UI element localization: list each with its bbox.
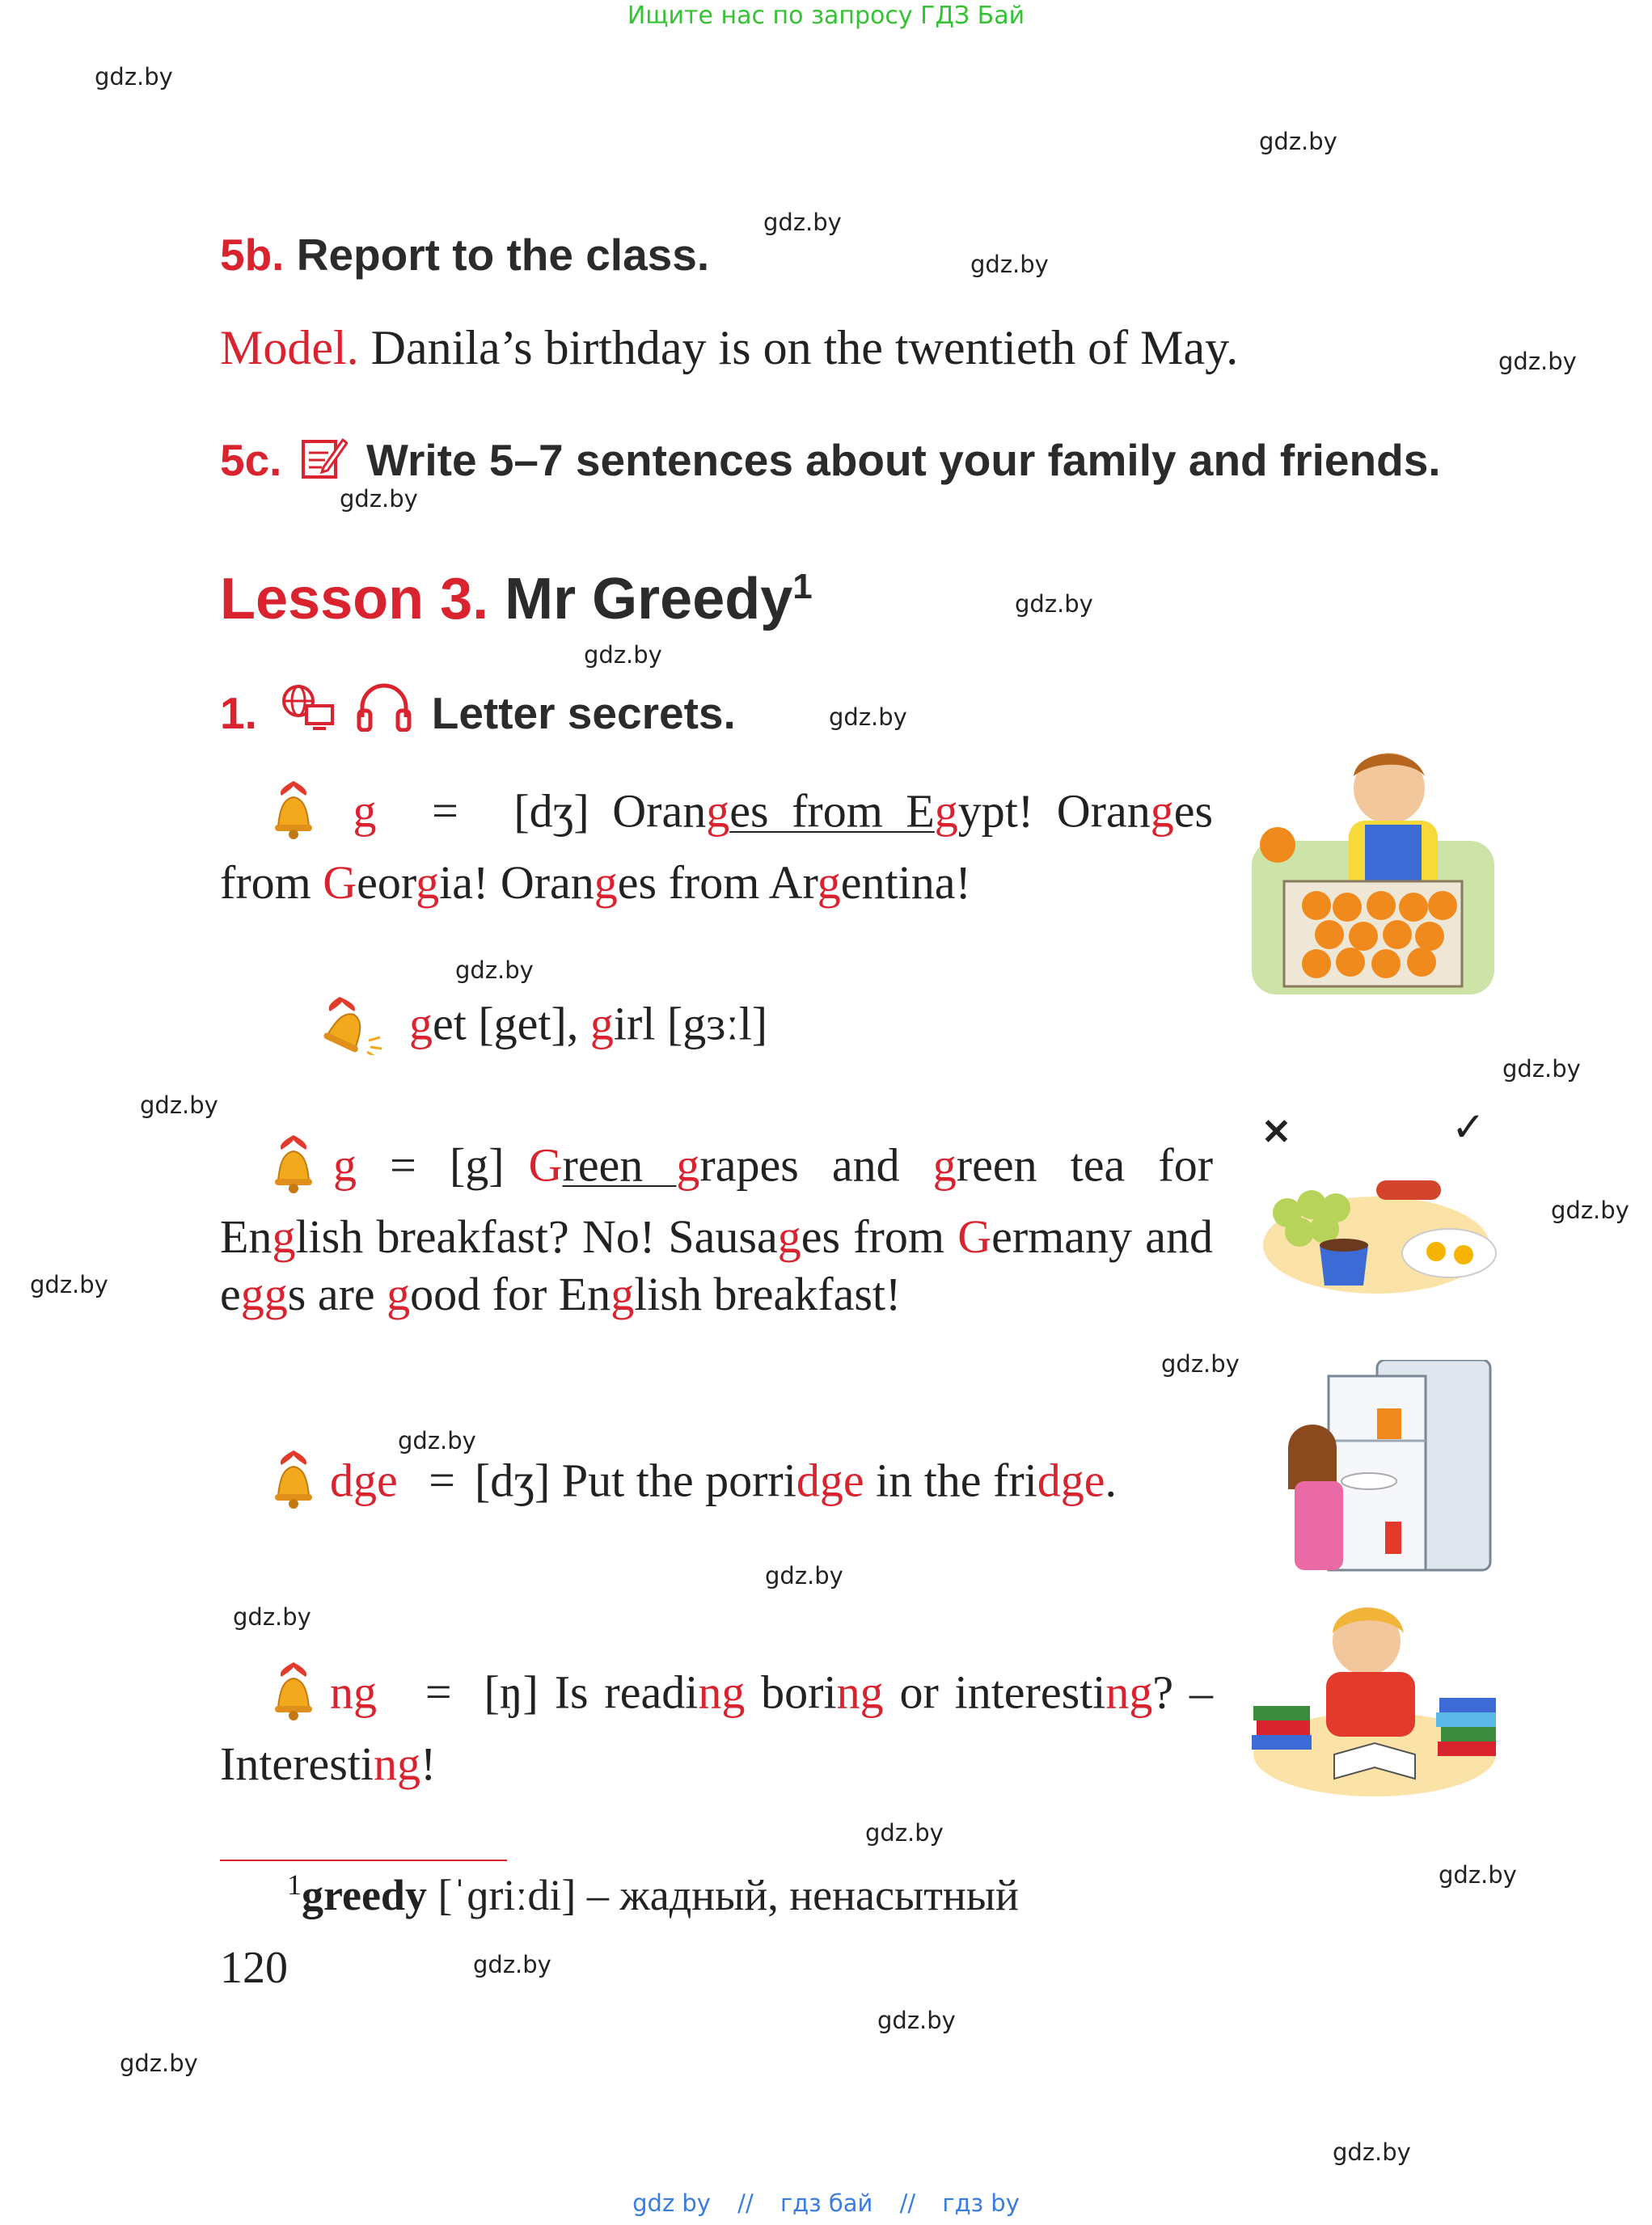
- watermark: gdz.by: [584, 641, 662, 669]
- rule-g-hard-words: get [get], girl [gɜːl]: [315, 990, 767, 1066]
- lesson-name: Mr Greedy: [505, 567, 793, 631]
- bottom-links: [0, 2189, 1652, 2217]
- watermark: gdz.by: [765, 1562, 843, 1590]
- rule-letter: g: [333, 1138, 357, 1192]
- watermark: gdz.by: [1259, 128, 1337, 155]
- watermark: gdz.by: [970, 251, 1049, 278]
- lesson-number: Lesson 3.: [220, 567, 489, 631]
- rule-letter: dge: [330, 1454, 398, 1507]
- exercise-number: 5c.: [220, 435, 282, 485]
- rule-example-text: Oranges from Egypt! Oranges from Georgia! Oranges from Argentina!: [220, 784, 1214, 909]
- watermark: gdz.by: [1015, 590, 1093, 618]
- cross-mark-icon: ✕: [1261, 1112, 1291, 1152]
- rule-equals: =: [429, 1454, 455, 1507]
- task-instruction: Letter secrets.: [431, 688, 736, 738]
- watermark: gdz.by: [1498, 348, 1577, 375]
- pencil-note-icon: [301, 435, 348, 480]
- model-sentence: [220, 320, 1238, 376]
- footnote: $^1$greedy [ˈɡriːdi] – жадный, ненасытный: [287, 1868, 1019, 1919]
- exercise-5b-heading: [220, 229, 709, 281]
- exercise-instruction: Report to the class.: [296, 230, 710, 280]
- rule-equals: =: [432, 784, 458, 838]
- rule-equals: =: [425, 1666, 452, 1719]
- watermark: gdz.by: [95, 63, 173, 91]
- watermark: gdz.by: [340, 485, 418, 513]
- watermark: gdz.by: [1333, 2138, 1411, 2166]
- headphones-icon: [356, 682, 412, 732]
- watermark: gdz.by: [1502, 1055, 1581, 1083]
- exercise-5c-heading: [220, 434, 1441, 486]
- watermark: gdz.by: [140, 1091, 218, 1119]
- rule-dge: [220, 1447, 1213, 1523]
- rule-letter: g: [353, 784, 377, 838]
- watermark: gdz.by: [473, 1951, 551, 1978]
- boy-selling-oranges-illustration: [1252, 744, 1502, 1035]
- watermark: gdz.by: [1439, 1861, 1517, 1889]
- bottom-separator: //: [899, 2189, 916, 2217]
- rule-example-text: Is reading boring or interesting? – Interesting!: [220, 1666, 1213, 1790]
- watermark: gdz.by: [865, 1819, 944, 1847]
- globe-computer-icon: [279, 683, 337, 732]
- watermark: gdz.by: [30, 1271, 108, 1298]
- rule-sound: [ŋ]: [484, 1666, 539, 1719]
- rule-example-text: Put the porridge in the fridge.: [550, 1454, 1118, 1507]
- watermark: gdz.by: [829, 703, 907, 731]
- bell-icon: [315, 990, 388, 1066]
- rule-sound: [g]: [449, 1138, 505, 1192]
- watermark: gdz.by: [1551, 1197, 1629, 1224]
- rule-g-hard: [220, 1132, 1213, 1323]
- bottom-separator: //: [737, 2189, 754, 2217]
- footnote-ref: 1: [792, 567, 813, 606]
- girl-at-fridge-illustration: [1280, 1360, 1498, 1578]
- lesson-title: [220, 566, 813, 632]
- bottom-link[interactable]: гдз бай: [780, 2189, 873, 2217]
- rule-sound: [dʒ]: [513, 784, 589, 838]
- page-number: 120: [220, 1943, 288, 1993]
- task-1-heading: [220, 682, 736, 739]
- model-text: Danila’s birthday is on the twentieth of May.: [370, 321, 1239, 374]
- bell-icon: [268, 1659, 319, 1735]
- rule-equals: =: [390, 1138, 416, 1192]
- rule-letter: ng: [330, 1666, 377, 1719]
- watermark: gdz.by: [763, 209, 842, 236]
- watermark: gdz.by: [233, 1603, 311, 1631]
- model-label: Model.: [220, 321, 359, 374]
- boy-reading-illustration: [1245, 1577, 1504, 1803]
- watermark: gdz.by: [398, 1427, 476, 1454]
- watermark: gdz.by: [1161, 1350, 1240, 1378]
- bottom-link[interactable]: gdz by: [632, 2189, 711, 2217]
- exercise-instruction: Write 5–7 sentences about your family and friends.: [366, 435, 1441, 485]
- bell-icon: [268, 1447, 319, 1523]
- rule-g-soft: [220, 778, 1213, 911]
- bottom-link[interactable]: гдз by: [942, 2189, 1020, 2217]
- exercise-number: 5b.: [220, 230, 285, 280]
- top-search-hint[interactable]: Ищите нас по запросу ГДЗ Бай: [627, 2, 1025, 30]
- bell-icon: [268, 1132, 319, 1208]
- watermark: gdz.by: [120, 2050, 198, 2077]
- bell-icon: [268, 778, 319, 854]
- rule-ng: [220, 1659, 1213, 1792]
- task-number: 1.: [220, 688, 257, 738]
- watermark: gdz.by: [877, 2007, 956, 2034]
- check-mark-icon: ✓: [1451, 1104, 1485, 1150]
- footnote-divider: [220, 1860, 507, 1861]
- breakfast-illustration: [1255, 1148, 1498, 1302]
- rule-sound: [dʒ]: [474, 1454, 551, 1507]
- rule-example-text: Green grapes and green tea for English breakfast? No! Sausages from Germany and eggs are good for English breakfast!: [220, 1138, 1214, 1320]
- watermark: gdz.by: [455, 956, 534, 984]
